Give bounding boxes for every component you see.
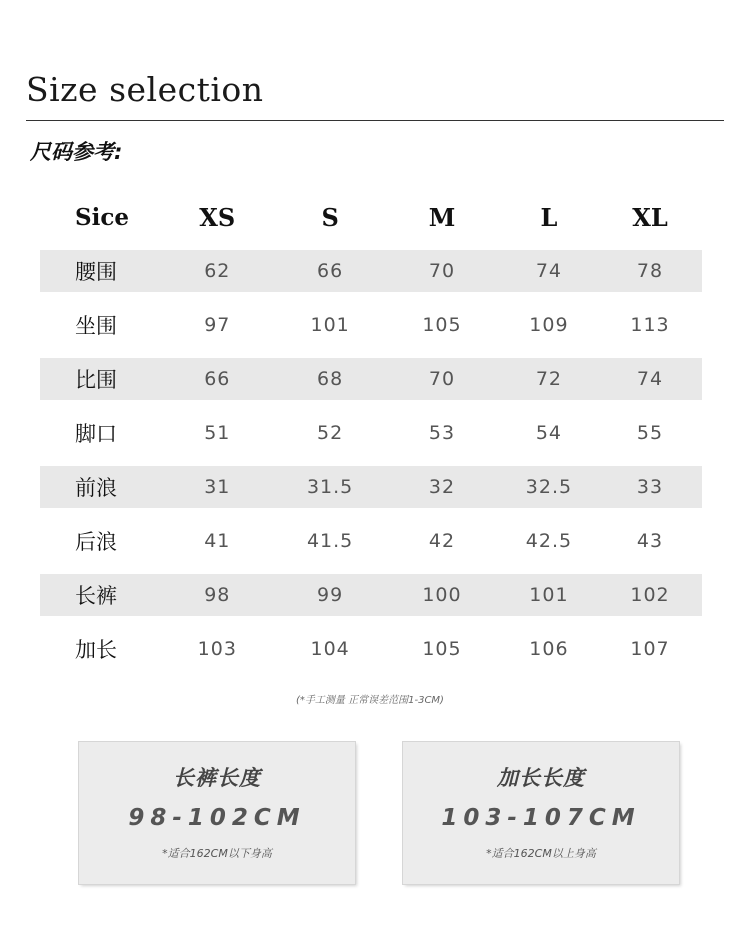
table-cell: 33 (636, 476, 664, 498)
table-cell: 42 (428, 530, 456, 552)
card-range: 98-102CM (128, 805, 306, 831)
table-row (40, 466, 702, 508)
page-title: Size selection (26, 70, 264, 109)
header-cell: L (540, 202, 558, 232)
table-cell: 62 (204, 260, 231, 282)
header-cell: S (321, 202, 339, 232)
length-card-extended (403, 742, 679, 884)
table-cell: 41.5 (306, 530, 354, 552)
size-table (40, 190, 702, 676)
table-cell: 104 (310, 638, 350, 660)
table-row (40, 574, 702, 616)
section-subtitle: 尺码参考: (30, 140, 123, 164)
table-cell: 101 (310, 314, 350, 336)
table-cell: 99 (317, 584, 344, 606)
card-title: 加长长度 (497, 766, 585, 790)
card-range: 103-107CM (441, 805, 641, 831)
table-cell: 113 (630, 314, 670, 336)
measurement-note: (*手工测量 正常误差范围1-3CM) (296, 695, 444, 706)
table-cell: 106 (529, 638, 569, 660)
table-row (40, 622, 702, 676)
table-cell: 68 (317, 368, 344, 390)
table-row (40, 250, 702, 292)
table-cell: 105 (422, 314, 462, 336)
table-row (40, 514, 702, 568)
row-label: 长裤 (75, 584, 117, 608)
table-cell: 43 (636, 530, 664, 552)
row-label: 比围 (75, 368, 117, 392)
table-row (40, 298, 702, 352)
table-cell: 74 (535, 260, 563, 282)
table-cell: 74 (636, 368, 664, 390)
table-cell: 51 (204, 422, 231, 444)
table-cell: 66 (317, 260, 344, 282)
header-cell: M (428, 202, 456, 232)
table-cell: 72 (535, 368, 563, 390)
table-cell: 109 (529, 314, 569, 336)
table-cell: 70 (428, 260, 456, 282)
table-cell: 102 (630, 584, 670, 606)
table-cell: 70 (428, 368, 456, 390)
row-label: 腰围 (75, 260, 117, 284)
table-cell: 53 (428, 422, 456, 444)
header-cell: XL (632, 202, 668, 232)
row-label: 加长 (75, 638, 117, 662)
table-cell: 103 (197, 638, 237, 660)
row-label: 脚口 (75, 422, 117, 446)
table-row (40, 406, 702, 460)
table-cell: 105 (422, 638, 462, 660)
table-cell: 41 (204, 530, 231, 552)
table-cell: 31.5 (306, 476, 354, 498)
table-row (40, 358, 702, 400)
title-divider (26, 120, 724, 121)
table-cell: 100 (422, 584, 462, 606)
table-cell: 66 (204, 368, 231, 390)
table-cell: 55 (636, 422, 664, 444)
table-cell: 101 (529, 584, 569, 606)
row-label: 坐围 (75, 314, 117, 338)
table-cell: 98 (204, 584, 231, 606)
card-note: *适合162CM以上身高 (486, 847, 596, 860)
table-cell: 32.5 (525, 476, 573, 498)
table-cell: 97 (204, 314, 231, 336)
table-cell: 107 (630, 638, 670, 660)
table-cell: 54 (535, 422, 563, 444)
table-cell: 42.5 (525, 530, 573, 552)
table-cell: 32 (428, 476, 456, 498)
table-cell: 31 (204, 476, 231, 498)
card-note: *适合162CM以下身高 (162, 847, 272, 860)
card-title: 长裤长度 (173, 766, 261, 790)
table-cell: 78 (636, 260, 664, 282)
header-cell: XS (199, 202, 236, 232)
row-label: 后浪 (75, 530, 117, 554)
row-label: 前浪 (75, 476, 117, 500)
length-card-regular (79, 742, 355, 884)
table-header-row (40, 190, 702, 244)
table-cell: 52 (317, 422, 344, 444)
header-cell: Sice (75, 203, 129, 231)
